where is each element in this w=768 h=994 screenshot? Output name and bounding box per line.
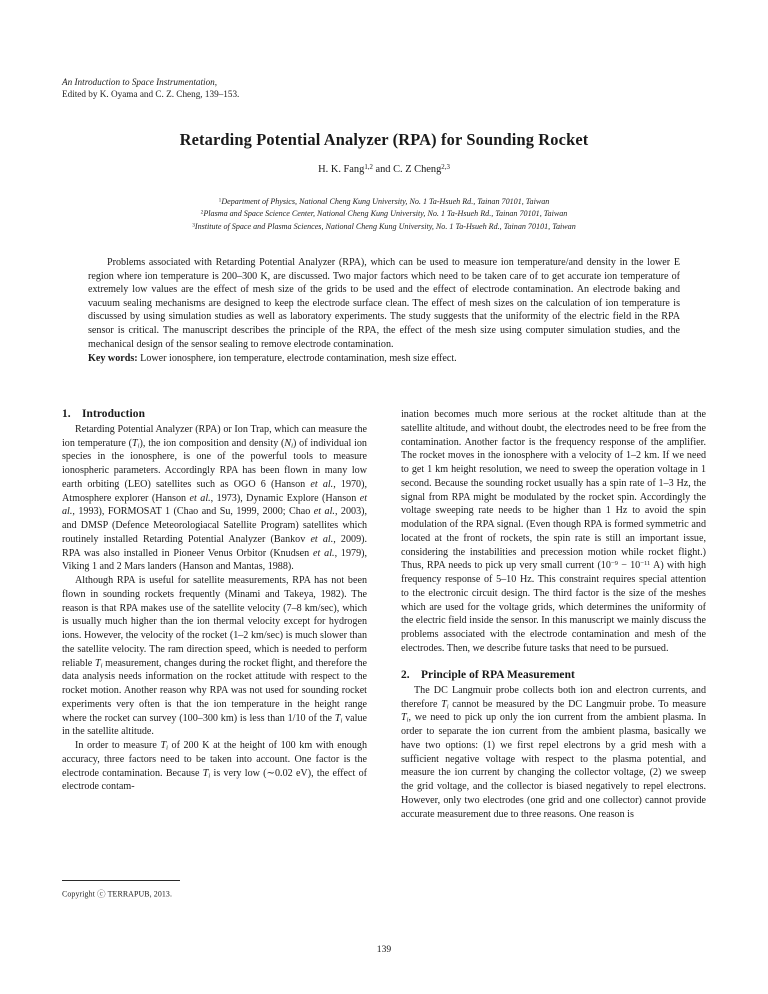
citation-etal: et al.: [313, 547, 335, 559]
symbol-subscript: i: [137, 441, 140, 449]
page-title: Retarding Potential Analyzer (RPA) for Sounding Rocket: [179, 130, 589, 149]
affiliation-marker: 3: [192, 222, 195, 229]
text-run: A) with high frequency response of 5–10 Hz. This constraint requires special attention to the electronic circuit design. The third factor is the size of the meshes which are used for the voltage grids, which determines the uniformity of the electric field inside the sensor. In this manuscript we mainly discuss the problems associated with the electrode contamination and mesh of the electrodes. Then, we describe future tasks that need to be pursued.: [401, 560, 707, 654]
paragraph: [62, 739, 367, 794]
symbol-base: T: [334, 712, 341, 724]
text-run: Although RPA is useful for satellite measurements, RPA has not been flown in sounding rockets frequently (Minami and Takeya, 1982). The reason is that RPA makes use of the satellite velocity (7–8 km/sec), which is usually much higher than the ion thermal velocity except for hydrogen ions. However, the velocity of the rocket (1–2 km/sec) is much slower than the satellite velocity. The ram direction speed, which is needed to perform reliable: [62, 575, 367, 669]
text-run: , 1979), Viking 1 and 2 Mars landers (Hanson and Mantas, 1988).: [62, 547, 368, 573]
text-run: , 2009). RPA was also installed in Pioneer Venus Orbitor (Knudsen: [62, 533, 367, 559]
exponent: −9: [610, 560, 618, 568]
copyright-text: Copyright: [62, 889, 97, 899]
text-run: is very low (∼0.02 eV), the effect of electrode contam-: [62, 767, 367, 793]
abstract-body: Problems associated with Retarding Potential Analyzer (RPA), which can be used to measure ion temperature/and density in the lower E region where ion temperature is 200–300 K, are discussed. Two major factors which need to be taken care of to get accurate ion temperature of extremely low values are the effect of mesh size of the grids to be used and the effect of electrode contamination. An electrode baking and vacuum sealing mechanisms are designed to keep the electrode surface clean. The effect of mesh sizes on the calculation of ion temperature is discussed by using simulation studies as well as laboratory experiments. The study suggests that the uniformity of the electric field in the RPA sensor is critical. The manuscript describes the principle of the RPA, the effect of the mesh size using computer simulation studies, and the mechanical design of the sensor sealing to remove electrode contamination.: [88, 257, 680, 350]
affiliation-item: [62, 221, 706, 233]
affiliation-item: [62, 196, 706, 208]
citation-etal: et al.: [313, 506, 335, 518]
citation-etal: et al.: [62, 492, 368, 518]
paragraph: [62, 574, 367, 739]
text-run: , 1973), Dynamic Explore (Hanson: [210, 492, 360, 504]
affiliation-text: Department of Physics, National Cheng Kung University, No. 1 Ta-Hsueh Rd., Tainan 70101, Taiwan: [221, 197, 550, 206]
symbol-base: N: [284, 437, 292, 449]
body-column-right: [401, 408, 706, 821]
keywords-text: Lower ionosphere, ion temperature, electrode contamination, mesh size effect.: [137, 353, 457, 365]
text-run: Retarding Potential Analyzer (RPA) or Ion Trap, which can measure the ion temperature (: [62, 423, 367, 449]
symbol-subscript: i: [340, 716, 343, 724]
affiliation-text: Plasma and Space Science Center, National Cheng Kung University, No. 1 Ta-Hsueh Rd., Tainan 70101, Taiwan: [203, 209, 568, 219]
footnote-divider: [62, 880, 180, 881]
author-name-1: H. K. Fang: [318, 164, 365, 175]
affiliation-marker: 1: [218, 197, 222, 204]
symbol-base: T: [132, 437, 138, 449]
keywords-label: Key words:: [88, 353, 138, 365]
author-list: [62, 164, 706, 175]
symbol-ni: [284, 438, 293, 449]
citation-etal: et al.: [189, 492, 211, 504]
symbol-subscript: i: [166, 744, 168, 752]
text-run: , 2003), and DMSP (Defence Meteorologiacal Satellite Program) satellites which routinely installed Retarding Potential Analyzer (Bankov: [62, 506, 368, 545]
author-joiner: and: [372, 164, 394, 175]
text-run: ination becomes much more serious at the rocket altitude than at the satellite altitude, and without doubt, the electrodes need to be free from the contamination. Another factor is the frequency response of the amplifier. The rocket moves in the ionosphere with a velocity of 1–2 km. If we need to get 1 km height resolution, we need to sweep the operation voltage in 1 second. Because the sounding rocket usually has a spin rate of 1–3 Hz, the signal from RPA might be modulated by the rocket spin. Accordingly the voltage sweeping rate needs to be higher than 1 Hz to avoid the spin modulation of the RPA signal. (Even though RPA is formed symmetric and located at the front of rockets, the spin rate is still an important issue, considering the instabilities and precession motion while rocket flight.) Thus, RPA needs to pick up very small current (10: [401, 409, 706, 572]
text-run: , 1993), FORMOSAT 1 (Chao and Su, 1999, 2000; Chao: [72, 506, 314, 518]
paragraph: [401, 684, 706, 822]
section-heading-introduction: [62, 408, 367, 422]
symbol-subscript: i: [100, 661, 103, 669]
symbol-base: T: [94, 657, 101, 669]
text-run: ) of individual ion species in the ionosphere, is one of the powerful tools to measure ionospheric parameters. Accordingly RPA has been flown in many low earth orbiting (LEO) satellites such as OGO 6 (Hanson: [62, 437, 367, 490]
author-name-2: C. Z Cheng: [393, 164, 442, 175]
journal-title: An Introduction to Space Instrumentation,: [62, 77, 218, 87]
section-number: 2.: [401, 669, 410, 681]
text-run: The DC Langmuir probe collects both ion and electron currents, and therefore: [401, 684, 706, 710]
symbol-ti: [441, 699, 448, 710]
copyright-publisher: TERRAPUB, 2013.: [105, 889, 173, 899]
text-run: , we need to pick up only the ion current from the ambient plasma. In order to separate the ion current from the ambient plasma, basically we have two options: (1) we first repel electrons by a grid mesh with a sufficient negative voltage with respect to the plasma potential, and measure the ion current by changing the collector voltage, (2) we sweep the grid voltage, and the collector is biased negatively to repel electrons. However, only two electrodes (one grid and one collector) cannot provide accurate measurement due to three reasons. One reason is: [401, 712, 706, 820]
journal-editors: Edited by K. Oyama and C. Z. Cheng, 139–153.: [62, 89, 240, 100]
symbol-base: T: [441, 698, 447, 710]
journal-header: [62, 76, 239, 101]
symbol-subscript: i: [446, 702, 449, 710]
text-run: , 1970), Atmosphere explorer (Hanson: [62, 478, 367, 504]
text-run: measurement, changes during the rocket flight, and therefore the data analysis needs information on the rocket attitude with respect to the rocket motion. Another reason why RPA was not used for sounding rocket experiments very often is that the ion temperature in the height range where the rocket can survey (100–300 km) is less than 1/10 of the: [62, 657, 367, 724]
symbol-subscript: i: [291, 441, 293, 449]
symbol-ti: [132, 438, 139, 449]
text-run: In order to measure: [75, 740, 161, 751]
author-affil-marker-2: 2,3: [441, 163, 450, 171]
body-column-left: [62, 408, 367, 794]
text-run: value in the satellite altitude.: [62, 712, 367, 738]
copyright-icon: ⓒ: [96, 889, 106, 899]
symbol-subscript: i: [208, 771, 211, 779]
affiliation-marker: 2: [200, 209, 204, 216]
symbol-subscript: i: [406, 716, 409, 724]
affiliation-text: Institute of Space and Plasma Sciences, National Cheng Kung University, No. 1 Ta-Hsueh Rd., Tainan 70101, Taiwan: [194, 221, 576, 231]
symbol-base: T: [202, 767, 209, 779]
author-affil-marker-1: 1,2: [364, 163, 373, 171]
section-title: Principle of RPA Measurement: [421, 669, 575, 681]
text-run: of 200 K at the height of 100 km with enough accuracy, three factors need to be taken into account. One factor is the electrode contamination. Because: [62, 740, 367, 779]
symbol-base: T: [160, 740, 167, 751]
text-run: − 10: [618, 560, 641, 572]
text-run: cannot be measured by the DC Langmuir probe. To measure: [448, 698, 706, 710]
section-number: 1.: [62, 408, 71, 420]
section-heading-principle: [401, 669, 706, 683]
section-principle: [401, 669, 706, 821]
citation-etal: et al.: [310, 533, 334, 545]
exponent: −11: [640, 560, 651, 568]
symbol-base: T: [401, 712, 407, 724]
paragraph: [401, 408, 706, 656]
citation-etal: et al.: [310, 478, 334, 490]
symbol-ti: [160, 740, 167, 751]
copyright-notice: [62, 888, 172, 900]
section-title: Introduction: [82, 408, 146, 420]
paragraph: [62, 423, 367, 574]
affiliation-item: [62, 208, 706, 220]
keywords: [88, 352, 680, 366]
text-run: ), the ion composition and density (: [139, 437, 285, 449]
abstract: [88, 256, 680, 366]
affiliation-list: [62, 196, 706, 233]
page-number: 139: [376, 944, 392, 955]
